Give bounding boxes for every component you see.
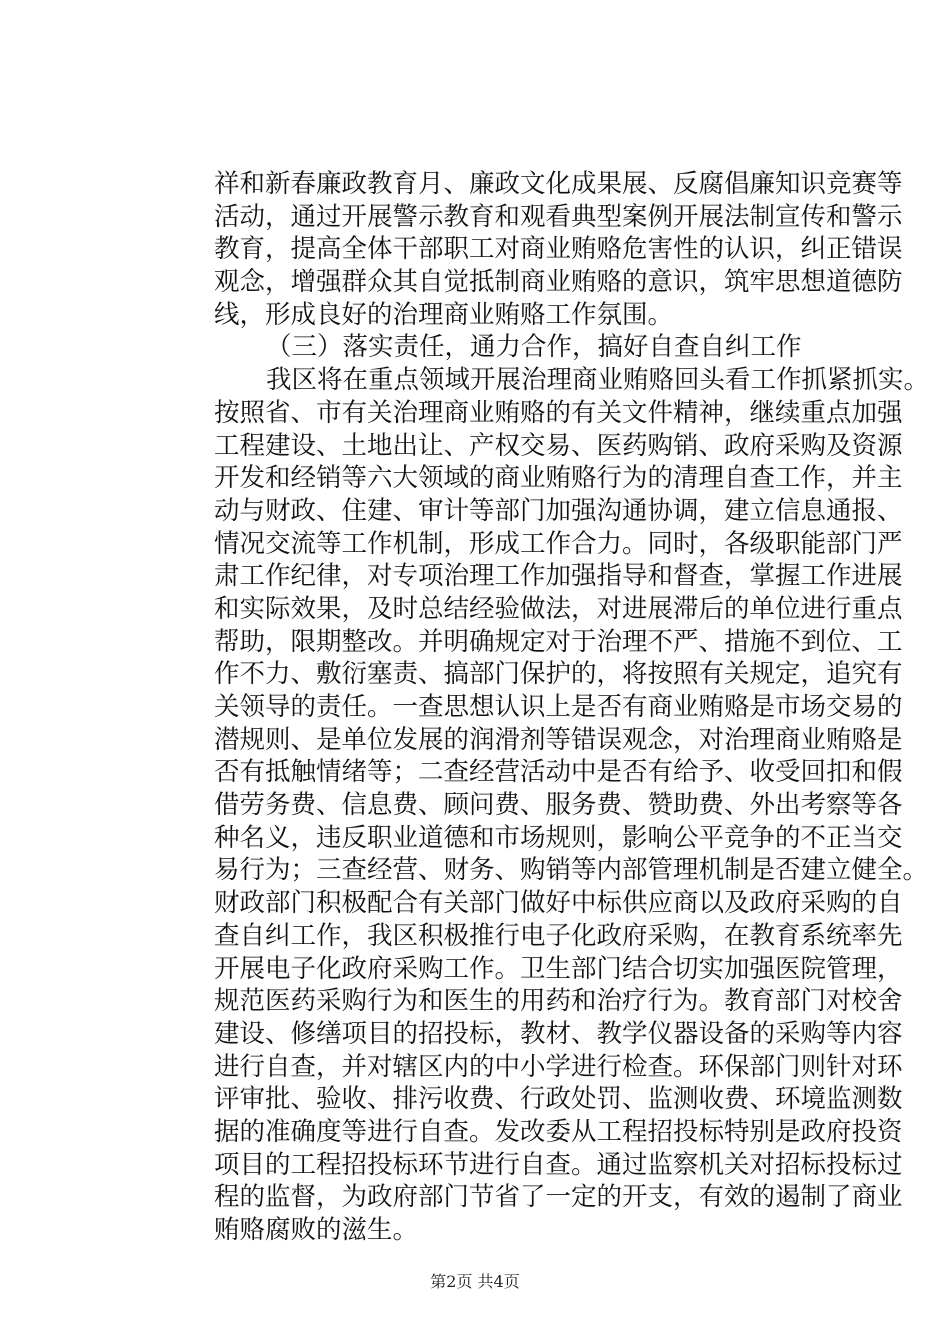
text-line: 情况交流等工作机制，形成工作合力。同时，各级职能部门严: [214, 528, 903, 559]
text-line: 活动，通过开展警示教育和观看典型案例开展法制宣传和警示: [214, 201, 903, 232]
text-line: 种名义，违反职业道德和市场规则，影响公平竞争的不正当交: [214, 822, 903, 853]
text-line: 规范医药采购行为和医生的用药和治疗行为。教育部门对校舍: [214, 986, 903, 1017]
text-line: 评审批、验收、排污收费、行政处罚、监测收费、环境监测数: [214, 1084, 903, 1115]
text-line: 和实际效果，及时总结经验做法，对进展滞后的单位进行重点: [214, 593, 903, 624]
text-line: 借劳务费、信息费、顾问费、服务费、赞助费、外出考察等各: [214, 790, 903, 821]
page-footer: [0, 1272, 950, 1292]
text-line: 观念，增强群众其自觉抵制商业贿赂的意识，筑牢思想道德防: [214, 267, 903, 298]
text-line: 帮助，限期整改。并明确规定对于治理不严、措施不到位、工: [214, 626, 903, 657]
body-text: [214, 168, 930, 1247]
text-line: 开发和经销等六大领域的商业贿赂行为的清理自查工作，并主: [214, 463, 903, 494]
paragraph-first-line: 我区将在重点领域开展治理商业贿赂回头看工作抓紧抓实。: [266, 365, 930, 396]
text-line: 祥和新春廉政教育月、廉政文化成果展、反腐倡廉知识竞赛等: [214, 169, 903, 199]
text-line: 肃工作纪律，对专项治理工作加强指导和督查，掌握工作进展: [214, 561, 903, 592]
text-line: 潜规则、是单位发展的润滑剂等错误观念，对治理商业贿赂是: [214, 724, 903, 755]
text-line: 按照省、市有关治理商业贿赂的有关文件精神，继续重点加强: [214, 397, 903, 428]
text-line: 线，形成良好的治理商业贿赂工作氛围。: [214, 299, 674, 330]
text-line: 否有抵触情绪等；二查经营活动中是否有给予、收受回扣和假: [214, 757, 903, 788]
text-line: 教育，提高全体干部职工对商业贿赂危害性的认识，纠正错误: [214, 234, 903, 265]
text-line: 工程建设、土地出让、产权交易、医药购销、政府采购及资源: [214, 430, 903, 461]
text-line: 查自纠工作，我区积极推行电子化政府采购，在教育系统率先: [214, 920, 903, 951]
text-line: 财政部门积极配合有关部门做好中标供应商以及政府采购的自: [214, 888, 903, 919]
text-line: 易行为；三查经营、财务、购销等内部管理机制是否建立健全。: [214, 855, 929, 886]
text-line: 建设、修缮项目的招投标，教材、教学仪器设备的采购等内容: [214, 1018, 903, 1049]
text-line: 动与财政、住建、审计等部门加强沟通协调，建立信息通报、: [214, 495, 903, 526]
text-line: 进行自查，并对辖区内的中小学进行检查。环保部门则针对环: [214, 1051, 903, 1082]
text-line: 程的监督，为政府部门节省了一定的开支，有效的遏制了商业: [214, 1182, 903, 1213]
text-line: 开展电子化政府采购工作。卫生部门结合切实加强医院管理，: [214, 953, 903, 984]
text-line: 作不力、敷衍塞责、搞部门保护的，将按照有关规定，追究有: [214, 659, 903, 690]
text-line: 项目的工程招投标环节进行自查。通过监察机关对招标投标过: [214, 1149, 903, 1180]
text-line: 贿赂腐败的滋生。: [214, 1215, 419, 1245]
page-number: 第2页 共4页: [430, 1272, 520, 1291]
text-line: 据的准确度等进行自查。发改委从工程招投标特别是政府投资: [214, 1116, 903, 1147]
text-line: 关领导的责任。一查思想认识上是否有商业贿赂是市场交易的: [214, 692, 903, 722]
section-heading: （三）落实责任，通力合作，搞好自查自纠工作: [266, 332, 802, 363]
